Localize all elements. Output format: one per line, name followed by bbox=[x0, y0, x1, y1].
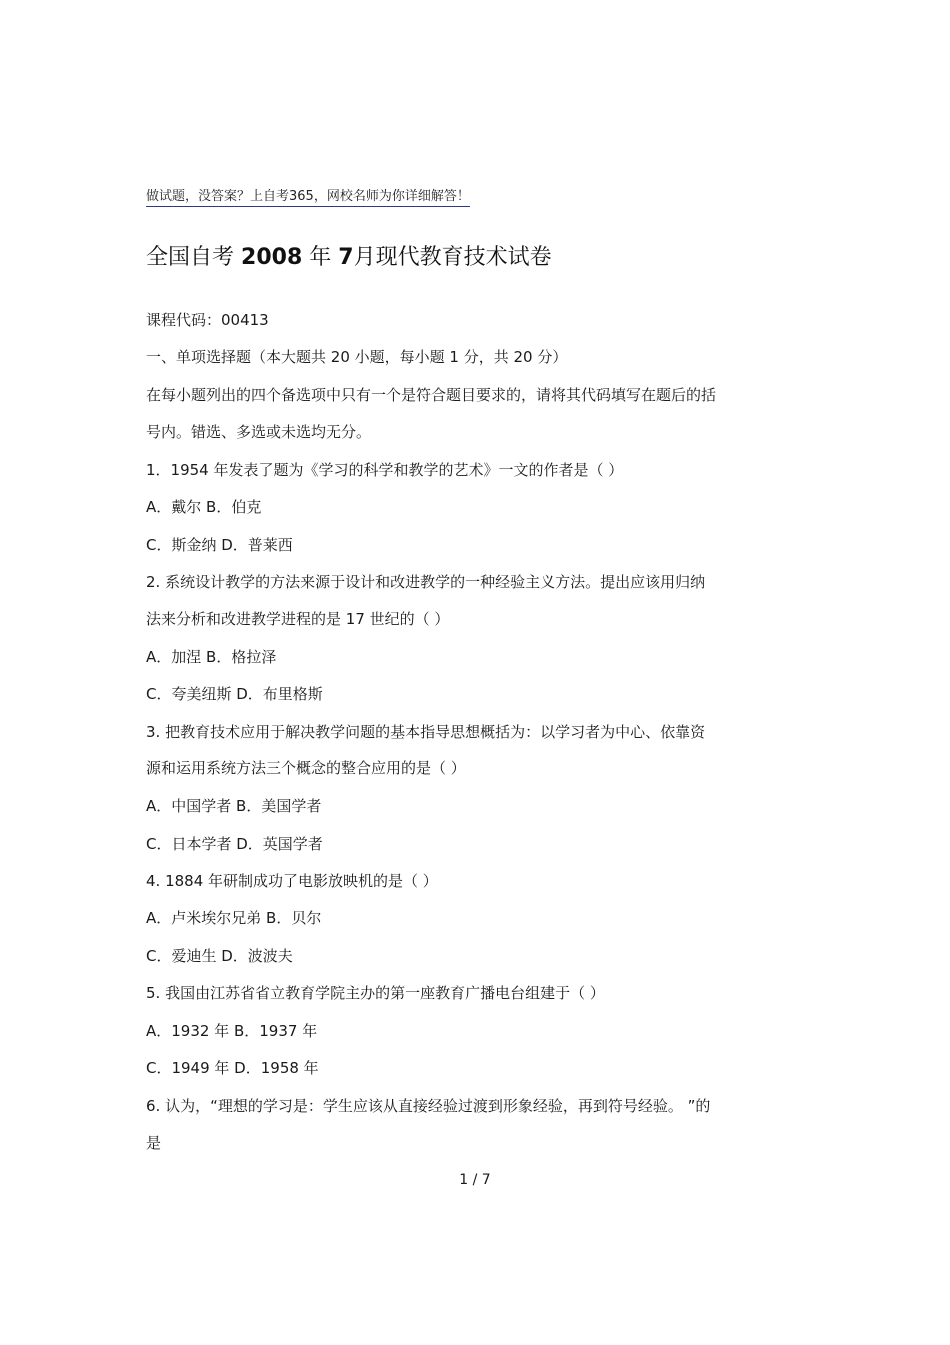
question-2-stem-line-1: 2. 系统设计教学的方法来源于设计和改进教学的一种经验主义方法。提出应该用归纳 bbox=[146, 573, 706, 591]
question-1-stem: 1．1954 年发表了题为《学习的科学和教学的艺术》一文的作者是（ ） bbox=[146, 461, 624, 479]
page-number: 1 / 7 bbox=[459, 1172, 491, 1188]
title-month: 7 bbox=[338, 245, 354, 270]
question-1-options-cd: C．斯金纳 D．普莱西 bbox=[146, 536, 293, 554]
title-part-3: 月现代教育技术试卷 bbox=[353, 245, 552, 270]
question-1-options-ab: A．戴尔 B．伯克 bbox=[146, 498, 262, 516]
question-3-stem-line-2: 源和运用系统方法三个概念的整合应用的是（ ） bbox=[146, 759, 466, 777]
page-title bbox=[146, 240, 552, 271]
question-2-stem-line-2: 法来分析和改进教学进程的是 17 世纪的（ ） bbox=[146, 610, 450, 628]
question-3-options-cd: C．日本学者 D．英国学者 bbox=[146, 835, 323, 853]
title-year: 2008 bbox=[241, 245, 303, 270]
question-2-options-ab: A．加涅 B．格拉泽 bbox=[146, 648, 277, 666]
instructions-line-1: 在每小题列出的四个备选项中只有一个是符合题目要求的，请将其代码填写在题后的括 bbox=[146, 386, 717, 404]
section-heading: 一、单项选择题（本大题共 20 小题，每小题 1 分，共 20 分） bbox=[146, 348, 568, 366]
question-3-options-ab: A．中国学者 B．美国学者 bbox=[146, 797, 322, 815]
title-part-1: 全国自考 bbox=[146, 245, 235, 270]
question-5-options-ab: A．1932 年 B．1937 年 bbox=[146, 1022, 318, 1040]
instructions-line-2: 号内。错选、多选或未选均无分。 bbox=[146, 423, 372, 441]
question-2-options-cd: C．夸美纽斯 D．布里格斯 bbox=[146, 685, 323, 703]
question-6-stem-line-1: 6. 认为，“理想的学习是：学生应该从直接经验过渡到形象经验，再到符号经验。 ”的 bbox=[146, 1097, 711, 1115]
question-4-options-cd: C．爱迪生 D．波波夫 bbox=[146, 947, 293, 965]
course-code: 课程代码：00413 bbox=[146, 311, 269, 329]
question-4-options-ab: A．卢米埃尔兄弟 B．贝尔 bbox=[146, 909, 322, 927]
question-4-stem: 4. 1884 年研制成功了电影放映机的是（ ） bbox=[146, 872, 438, 890]
header-ad-link[interactable]: 做试题，没答案？上自考365，网校名师为你详细解答！ bbox=[146, 185, 470, 207]
question-6-stem-line-2: 是 bbox=[146, 1134, 162, 1152]
question-5-options-cd: C．1949 年 D．1958 年 bbox=[146, 1059, 319, 1077]
question-5-stem: 5. 我国由江苏省省立教育学院主办的第一座教育广播电台组建于（ ） bbox=[146, 984, 605, 1002]
title-part-2: 年 bbox=[309, 245, 332, 270]
question-3-stem-line-1: 3. 把教育技术应用于解决教学问题的基本指导思想概括为：以学习者为中心、依靠资 bbox=[146, 723, 706, 741]
